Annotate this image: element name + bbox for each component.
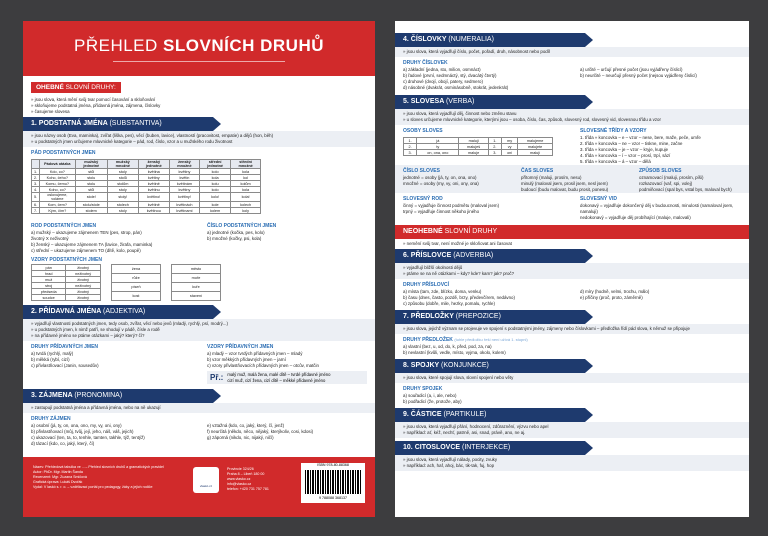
cislo-title: ČÍSLO PODSTATNÝCH JMEN <box>207 223 277 229</box>
section-2-bullets: » vyjadřují vlastnosti podstatných jmen, tedy osob, zvířat, věcí nebo jevů (mladý, rychlý, psí, modrý...) » u podstatných jmen, k nimž patří, se shodují v pádě, čísle a rodě » na přídavné jméno se ptáme otázkami – jaký? který? čí? <box>23 319 375 341</box>
osoby-title: OSOBY SLOVES <box>403 128 443 134</box>
isbn-barcode: ISBN 978-80-88368 9 788088 368137 <box>301 463 365 503</box>
table-row: 4. Koho, co? stůl stoly květinu květiny kolo kola <box>32 187 261 193</box>
ohebne-heading: OHEBNÉ SLOVNÍ DRUHY: <box>31 82 121 93</box>
table-row: 7. Kým, čím? stolem stoly květinou květinami kolem koly <box>32 208 261 214</box>
section-8-heading: 8. SPOJKY (KONJUNKCE) <box>395 359 585 373</box>
table-row: 5. oslovujeme, voláme stole! stoly! květino! květiny! kolo! kola! <box>32 193 261 202</box>
tridy-title: SLOVESNÉ TŘÍDY A VZORY <box>580 128 647 134</box>
section-1-bullets: » jsou názvy osob (Eva, maminka), zvířat (liška, pes), věcí (buben, lavice), vlastností (pracovitost, empatie) a dějů (hon, běh) » u podstatných jmen určujeme mluvnické kategorie – pád, rod, číslo, vzor a u mužského rodu životnost <box>23 131 375 147</box>
vzory-adj-title: VZORY PŘÍDAVNÝCH JMEN <box>207 344 274 350</box>
barcode-graphic <box>305 470 361 494</box>
druhy-zaj-title: DRUHY ZÁJMEN <box>31 416 71 422</box>
section-9-heading: 9. ČÁSTICE (PARTIKULE) <box>395 408 585 422</box>
ohebne-bullets: » jsou slova, která mění svůj tvar pomocí časování a skloňování » skloňujeme podstatná jména, přídavná jména, zájmena, číslovky » časujeme slovesa <box>31 97 161 114</box>
section-2-heading: 2. PŘÍDAVNÁ JMÉNA (ADJEKTIVA) <box>23 305 213 319</box>
footer-address: Provincie 324/26 Praha 8 – Libeň 180 00 www.vlasko.cz info@vlasko.cz telefon: +420 731 757 781 <box>227 467 269 491</box>
section-7-heading: 7. PŘEDLOŽKY (PREPOZICE) <box>395 310 585 324</box>
example-box: Př.: malý muž, malá žena, malé dítě – tvrdé přídavné jméno cizí muž, cizí žena, cizí dítě – měkké přídavné jméno <box>207 371 367 384</box>
neohebne-heading: NEOHEBNÉ SLOVNÍ DRUHY <box>395 225 749 239</box>
rod-block: ROD PODSTATNÝCH JMEN a) mužský – ukazujeme zájmenem TEN (pes, strop, pán) životný X neživotný b) ženský – ukazujeme zájmenem TA (lavice, žirafa, maminka) c) střední – ukazujeme zájmenem TO (dítě, kolo, poupě) <box>23 220 199 254</box>
table-row: 2. ty maluješ 2. vy malujete <box>404 144 553 150</box>
page-title: PŘEHLED SLOVNÍCH DRUHŮ <box>74 36 324 55</box>
section-5-heading: 5. SLOVESA (VERBA) <box>395 95 585 109</box>
table-row: 1. Kdo, co? stůl stoly květina květiny kolo kola <box>32 169 261 175</box>
pady-table: Pádová otázka mužský jednotné mužský množné ženský jednotné ženský množné střední jednotné střední množné 1. Kdo, co? stůl stoly květina květiny kolo kola 2. Koho, čeho? stolu stolů květiny květin kola kol 3. Komu, čemu? stolu stolům květině květinám kolu kolům 4. Koho, co? stůl stoly květinu květiny kolo kola 5. oslovujeme, voláme stole! stoly! květino! květiny! kolo! kola! 6. Kom, čem? stolu/stole stolech květině květinách kole kolech 7. Kým, čím? stolem stoly květinou květinami kolem koly <box>31 159 261 214</box>
rod-title: ROD PODSTATNÝCH JMEN <box>31 223 97 229</box>
table-row: 3. Komu, čemu? stolu stolům květině květinám kolu kolům <box>32 181 261 187</box>
section-3-heading: 3. ZÁJMENA (PRONOMINA) <box>23 389 213 403</box>
section-1-heading: 1. PODSTATNÁ JMÉNA (SUBSTANTIVA) <box>23 117 213 131</box>
table-row: 2. Koho, čeho? stolu stolů květiny květin kola kol <box>32 175 261 181</box>
vzory-s-table: město moře kuře stavení <box>171 264 221 301</box>
footer-credits: Název: Přehledová tabulka ve …– Přehled slovních druhů a gramatických pravidel Autor: PhDr. Mgr. Martin Šanda Recenzent: Mgr. Zuzana Smičová Grafická úprava: Lukáš Dvořák Vydal: V laskó s. r. o. – vzdělávací portál pro pedagogy, žáky a jejich rodiče <box>33 465 164 489</box>
vzory-m-table: pán životný hrad neživotný muž životný stroj neživotný předseda životný soudce životný <box>31 264 101 301</box>
section-6-heading: 6. PŘÍSLOVCE (ADVERBIA) <box>395 249 585 263</box>
table-row: 3. on, ona, ono maluje 3. oni malují <box>404 150 553 156</box>
title-divider <box>113 61 285 62</box>
pady-title: PÁD PODSTATNÝCH JMEN <box>31 150 96 156</box>
title-band <box>23 21 375 76</box>
publisher-logo: vlaskó.cz <box>193 467 219 493</box>
vzory-z-table: žena růže píseň kost <box>111 264 161 301</box>
vzory-tables <box>31 264 367 301</box>
table-row: 1. já maluji 1. my malujeme <box>404 138 553 144</box>
section-4-heading: 4. ČÍSLOVKY (NUMERALIA) <box>395 33 585 47</box>
right-page: 4. ČÍSLOVKY (NUMERALIA) » jsou slova, která vyjadřují číslo, počet, pořadí, druh, násobnost nebo podíl DRUHY ČÍSLOVEK a) základní (jedna, sto, milion, osmnáct) b) řadové (první, sedmnáctý, stý, dvacátý čtvrtý) c) druhové (dvojí, obojí, patery, sedmero) d) násobné (dvakrát, osminásobně, stokrát, jedenkrát) a) určité – určují přesné počet (jsou vyjádřeny číslicí) b) neurčité – neurčují přesný počet (nejsou vyjádřeny číslicí) 5. SLOVESA (VERBA) » jsou slova, která vyjadřují děj, činnost nebo změnu stavu » u sloves určujeme mluvnické kategorie, kterými jsou – osoba, číslo, čas, způsob, slovesný rod, slovesný vid, slovesnou třídu a vzor OSOBY SLOVES 1. já maluji 1. my malujeme 2. ty maluješ 2. vy malujete 3. on, ona, ono maluje 3. oni malují SLOVESNÉ TŘÍDY A VZORY 1. třída » koncovka – e – vzor – nese, bere, maže, peče, umře 2. třída » koncovka – ne – vzor – tiskne, mine, začne 3. třída » koncovka – je – vzor – kryje, kupuje 4. třída » koncovka – í – vzor – prosí, trpí, sází 5. třída » koncovka – á – vzor – dělá ČÍSLO SLOVES jednotné = osoby (já, ty, on, ona, ono) množné = osoby (my, vy, oni, ony, ona) ČAS SLOVES přítomný (maluji, prosím, nesu) minulý (maloval jsem, prosil jsem, nesl jsem) budoucí (budu malovat, budu prosit, ponesu) ZPŮSOB SLOVES oznamovací (maluji, prosím, píši) rozkazovací (vař, spi, volej) podmiňovací (spal bys, vstal bys, maloval bych) SLOVESNÝ ROD činný = vyjadřuje činnost podmětu (maloval jsem) trpný = vyjadřuje činnost někoho jiného SLOVESNÝ VID dokonavý = vyjadřuje dokončený děj v budoucnosti, minulosti (namaloval jsem, namaluji) nedokonavý = vyjadřuje děj probíhající (maluje, malovali) NEOHEBNÉ SLOVNÍ DRUHY » nemění svůj tvar, není možné je skloňovat ani časovat 6. PŘÍSLOVCE (ADVERBIA) » vyjadřují bližší okolnosti dějů » ptáme se na ně otázkami – kdy? kde? kam? jak? proč? DRUHY PŘÍSLOVCÍ a) místa (tam, zde, blízko, doma, venku) b) času (dnes, často, pozdě, brzy, předevčírem, nedávno) c) způsobu (dobře, mile, hezky, pomalu, rychle) d) míry (hodně, velmi, trochu, málo) e) příčiny (proč, proto, záměrně) 7. PŘEDLOŽKY (PREPOZICE) » jsou slova, jejichž význam se projevuje ve spojení s podstatnými jmény, zájmeny nebo číslovkami – předložka řídí pád slova, k němuž se připojuje DRUHY PŘEDLOŽEK (tuhle předložku řeší není užívá 1. stupni) a) vlastní (bez, u, od, do, k, před, pod, za, na) b) nevlastní (kvůli, vedle, místo, vyjma, okolo, kolem) 8. SPOJKY (KONJUNKCE) » jsou slova, které spojují slova, slovní spojení nebo věty DRUHY SPOJEK a) souřadicí (a, i, ale, nebo) b) podřadicí (že, protože, aby) 9. ČÁSTICE (PARTIKULE) » jsou slova, která vyjadřují přání, hodnocení, zdůraznění, výzvu nebo apel » například: ať, kéž, nechť, patrně, asi, snad, právě, ano, ne aj. 10. CITOSLOVCE (INTERJEKCE) » jsou slova, která vyjadřují nálady, pocity, zvuky » například: ach, haf, ahoj, bác, tik-tak, fuj, hop <box>395 21 749 517</box>
section-3-bullets: » zastupují podstatná jména a přídavná jména, nebo na ně ukazují <box>23 403 375 413</box>
druhy-cis-title: DRUHY ČÍSLOVEK <box>403 60 448 66</box>
left-page: PŘEHLED SLOVNÍCH DRUHŮ OHEBNÉ SLOVNÍ DRUHY: » jsou slova, která mění svůj tvar pomocí časování a skloňování » skloňujeme podstatná jména, přídavná jména, zájmena, číslovky » časujeme slovesa 1. PODSTATNÁ JMÉNA (SUBSTANTIVA) » jsou názvy osob (Eva, maminka), zvířat (liška, pes), věcí (buben, lavice), vlastností (pracovitost, empatie) a dějů (hon, běh) » u podstatných jmen určujeme mluvnické kategorie – pád, rod, číslo, vzor a u mužského rodu životnost PÁD PODSTATNÝCH JMEN Pádová otázka mužský jednotné mužský množné ženský jednotné ženský množné střední jednotné střední množné 1. Kdo, co? stůl stoly květina květiny kolo kola 2. Koho, čeho? stolu stolů květiny květin kola kol 3. Komu, čemu? stolu stolům květině květinám kolu kolům 4. Koho, co? stůl stoly květinu květiny kolo kola 5. oslovujeme, voláme stole! stoly! květino! květiny! kolo! kola! 6. Kom, čem? stolu/stole stolech květině květinách kole kolech 7. Kým, čím? stolem stoly květinou květinami kolem koly ROD PODSTATNÝCH JMEN a) mužský – ukazujeme zájmenem TEN (pes, strop, pán) životný X neživotný b) ženský – ukazujeme zájmenem TA (lavice, žirafa, maminka) c) střední – ukazujeme zájmenem TO (dítě, kolo, poupě) ČÍSLO PODSTATNÝCH JMEN a) jednotné (kočka, pes, kolo) b) množné (kočky, psi, kola) VZORY PODSTATNÝCH JMEN pán životný hrad neživotný muž životný stroj neživotný předseda životný soudce životný žena růže píseň kost město moře kuře stavení 2. PŘÍDAVNÁ JMÉNA (ADJEKTIVA) » vyjadřují vlastnosti podstatných jmen, tedy osob, zvířat, věcí nebo jevů (mladý, rychlý, psí, modrý...) » u podstatných jmen, k nimž patří, se shodují v pádě, čísle a rodě » na přídavné jméno se ptáme otázkami – jaký? který? čí? DRUHY PŘÍDAVNÝCH JMEN a) tvrdá (rychlý, malý) b) měkká (rybí, cizí) c) přivlastňovací (Janin, sousedův) VZORY PŘÍDAVNÝCH JMEN a) mladý – vzor tvrdých přídavných jmen – mladý b) vzor měkkých přídavných jmen – jarní c) vzory přivlastňovacích přídavných jmen – otcův, matčin Př.: malý muž, malá žena, malé dítě – tvrdé přídavné jméno cizí muž, cizí žena, cizí dítě – měkké přídavné jméno 3. ZÁJMENA (PRONOMINA) » zastupují podstatná jména a přídavná jména, nebo na ně ukazují DRUHY ZÁJMEN a) osobní (já, ty, on, ona, ono, my, vy, oni, ony) b) přivlastňovací (můj, tvůj, její, jeho, náš, váš, jejich) c) ukazovací (ten, ta, to, tenhle, tamten, takhle, týž, tentýž) d) tázací (kdo, co, jaký, který, čí) e) vztažná (kdo, co, jaký, který, čí, jenž) f) neurčitá (někdo, něco, nějaký, kterýkoliv, cosi, kdosi) g) záporná (nikdo, nic, nijaký, ničí) Název: Přehledová tabulka ve …– Přehled slovních druhů a gramatických pravidel Autor: PhDr. Mgr. Martin Šanda Recenzent: Mgr. Zuzana Smičová Grafická úprava: Lukáš Dvořák Vydal: V laskó s. r. o. – vzdělávací portál pro pedagogy, žáky a jejich rodiče vlaskó.cz Provincie 324/26 Praha 8 – Libeň 180 00 www.vlasko.cz info@vlasko.cz telefon: +420 731 757 781 ISBN 978-80-88368 9 788088 368137 <box>23 21 375 517</box>
druhy-adj-title: DRUHY PŘÍDAVNÝCH JMEN <box>31 344 99 350</box>
vzory-title: VZORY PODSTATNÝCH JMEN <box>31 257 102 263</box>
table-row: 6. Kom, čem? stolu/stole stolech květině květinách kole kolech <box>32 202 261 208</box>
footer <box>23 457 375 517</box>
cislo-block: ČÍSLO PODSTATNÝCH JMEN a) jednotné (kočka, pes, kolo) b) množné (kočky, psi, kola) <box>199 220 375 254</box>
osoby-table <box>403 137 553 156</box>
section-10-heading: 10. CITOSLOVCE (INTERJEKCE) <box>395 441 585 455</box>
